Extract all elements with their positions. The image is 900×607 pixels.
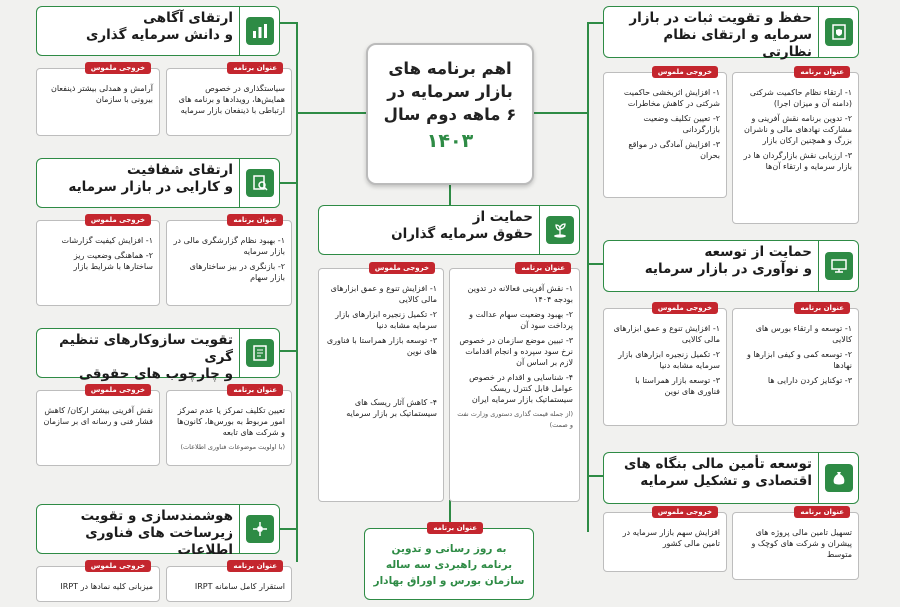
program-item: ۱- نقش آفرینی فعالانه در تدوین بودجه ۱۴۰۴	[467, 284, 573, 304]
output-item: ۱- افزایش اثربخشی حاکمیت شرکتی در کاهش مخاطرات	[623, 88, 720, 108]
left-program-card-2	[166, 216, 292, 306]
program-item: ۳- توکنایز کردن دارایی ها	[767, 376, 852, 385]
left-to-center	[296, 112, 366, 114]
output-item: ۱- افزایش کیفیت گزارشات	[61, 236, 153, 245]
right-output-card-1	[603, 68, 727, 198]
middle-output-card	[318, 264, 444, 502]
title-line: و کارایی در بازار سرمایه	[68, 179, 233, 195]
right-program-card-3	[732, 508, 859, 580]
output-item: ۲- تکمیل زنجیره ابزارهای بازار سرمایه مشابه دنیا	[618, 350, 720, 370]
title-line: و دانش سرمایه گذاری	[86, 27, 233, 43]
center-to-middle	[449, 185, 451, 205]
output-item: ۳- توسعه بازار همراستا با فناوری های نوین	[635, 376, 720, 396]
right-connector-1	[587, 22, 603, 24]
bottom-line: برنامه راهبردی سه ساله	[385, 559, 513, 571]
program-item: ۲- بازنگری در بیز ساختارهای بازار سهام	[189, 262, 285, 282]
program-note: (از جمله قیمت گذاری دستوری وزارت نفت و صمت)	[457, 410, 573, 429]
left-connector-3	[280, 350, 298, 352]
output-item: میزبانی کلیه نمادها در IRPT	[60, 582, 153, 591]
program-tag: عنوان برنامه	[227, 384, 283, 396]
left-connector-1	[280, 22, 298, 24]
output-item: ۳- افزایش آمادگی در مواقع بحران	[628, 140, 720, 160]
magnifier-doc-icon	[239, 159, 279, 207]
output-tag: خروجی ملموس	[85, 62, 151, 74]
program-item: تعیین تکلیف تمرکز یا عدم تمرکز امور مربوط به بورس‌ها، کانون‌ها و شرکت های تابعه	[176, 406, 285, 437]
program-item: ۴- شناسایی و اقدام در خصوص عوامل قابل کنترل ریسک سیستماتیک بازار سرمایه ایران	[469, 373, 573, 404]
middle-program-card	[449, 264, 580, 502]
title-line: حمایت از	[472, 209, 533, 225]
center-title-line-3: ۶ ماهه دوم سال	[383, 105, 517, 124]
program-item: ۲- توسعه کمی و کیفی ابزارها و نهادها	[746, 350, 852, 370]
program-tag: عنوان برنامه	[794, 302, 850, 314]
output-item: آرامش و همدلی بیشتر ذینفعان بیرونی با سازمان	[50, 84, 153, 104]
program-tag: عنوان برنامه	[794, 506, 850, 518]
title-line: توسعه تأمین مالی بنگاه های	[624, 456, 812, 472]
output-tag: خروجی ملموس	[652, 506, 718, 518]
output-tag: خروجی ملموس	[652, 302, 718, 314]
title-line: ارتقای آگاهی	[143, 10, 233, 26]
bottom-program-box	[364, 524, 534, 600]
right-output-card-3	[603, 508, 727, 572]
center-to-right	[534, 112, 588, 114]
left-program-card-3	[166, 386, 292, 466]
left-output-card-1	[36, 64, 160, 136]
output-item: ۴- کاهش آثار ریسک های سیستماتیک بر بازار سرمایه	[346, 398, 437, 418]
output-item: ۲- تعیین تکلیف وضعیت بازارگردانی	[643, 114, 720, 134]
title-line: و چارچوب های حقوقی	[78, 366, 233, 382]
left-title-regulation	[36, 328, 280, 382]
right-output-card-2	[603, 304, 727, 426]
program-tag: عنوان برنامه	[794, 66, 850, 78]
title-line: هوشمندسازی و تقویت	[80, 508, 233, 524]
left-connector-4	[280, 528, 298, 530]
left-program-card-4	[166, 562, 292, 602]
program-item: ۱- ارتقاء نظام حاکمیت شرکتی (دامنه آن و میزان اجرا)	[749, 88, 852, 108]
center-title-line-2: بازار سرمایه در	[387, 82, 513, 101]
output-tag: خروجی ملموس	[652, 66, 718, 78]
program-note: (با اولویت موضوعات فناوری اطلاعات)	[180, 443, 285, 451]
program-item: سیاستگذاری در خصوص همایش‌ها، رویدادها و برنامه های ارتباطی با ذینفعان بازار سرمایه	[178, 84, 285, 115]
circuit-icon	[239, 505, 279, 553]
program-item: ۲- بهبود وضعیت سهام عدالت و پرداخت سود آن	[469, 310, 573, 330]
output-item: ۱- افزایش تنوع و عمق ابزارهای مالی کالایی	[330, 284, 437, 304]
left-title-transparency	[36, 158, 280, 208]
program-item: تسهیل تامین مالی پروژه های پیشران و شرکت های کوچک و متوسط	[751, 528, 852, 559]
center-year: ۱۴۰۳	[426, 130, 474, 152]
shield-doc-icon	[818, 7, 858, 57]
title-line: ارتقای شفافیت	[126, 162, 233, 178]
program-tag: عنوان برنامه	[515, 262, 571, 274]
output-item: ۳- توسعه بازار همراستا با فناوری های نوین	[326, 336, 437, 356]
output-item: نقش آفرینی بیشتر ارکان/ کاهش فشار فنی و رسانه ای بر سازمان	[43, 406, 153, 426]
output-tag: خروجی ملموس	[369, 262, 435, 274]
program-item: ۱- توسعه و ارتقاء بورس های کالایی	[755, 324, 852, 344]
program-tag: عنوان برنامه	[227, 62, 283, 74]
left-connector-2	[280, 182, 298, 184]
left-output-card-2	[36, 216, 160, 306]
right-connector-3	[587, 475, 603, 477]
right-connector-2	[587, 263, 603, 265]
right-connector-trunk	[587, 22, 589, 532]
right-program-card-2	[732, 304, 859, 426]
title-line: تقویت سازوکارهای تنظیم گری	[59, 332, 233, 365]
bottom-line: به روز رسانی و تدوین	[391, 543, 507, 555]
program-item: ۳- ارزیابی نقش بازارگردان ها در بازار سرمایه و ارتقاء آن‌ها	[743, 151, 852, 171]
output-tag: خروجی ملموس	[85, 560, 151, 572]
title-line: و نوآوری در بازار سرمایه	[644, 261, 812, 277]
monitor-icon	[818, 241, 858, 291]
left-output-card-4	[36, 562, 160, 602]
right-program-card-1	[732, 68, 859, 224]
program-item: ۳- تبیین موضع سازمان در خصوص نرخ سود سپرده و انجام اقدامات لازم بر اساس آن	[459, 336, 573, 367]
left-title-it	[36, 504, 280, 558]
title-line: سرمایه و ارتقای نظام نظارتی	[663, 27, 812, 60]
chart-bars-icon	[239, 7, 279, 55]
output-item: ۲- تکمیل زنجیره ابزارهای بازار سرمایه مشابه دنیا	[335, 310, 437, 330]
center-title-box	[366, 43, 534, 185]
program-tag: عنوان برنامه	[227, 560, 283, 572]
right-title-innovation	[603, 240, 859, 292]
left-title-awareness	[36, 6, 280, 56]
program-item: ۲- تدوین برنامه نقش آفرینی و مشارکت نهادهای مالی و ناشران بزرگ و همچنین ارکان بازار	[744, 114, 852, 145]
left-output-card-3	[36, 386, 160, 466]
output-item: ۱- افزایش تنوع و عمق ابزارهای مالی کالایی	[613, 324, 720, 344]
money-bag-icon	[818, 453, 858, 503]
left-program-card-1	[166, 64, 292, 136]
title-line: اقتصادی و تشکیل سرمایه	[640, 473, 812, 489]
right-title-stability	[603, 6, 859, 58]
title-line: حفظ و تقویت ثبات در بازار	[629, 10, 812, 26]
output-tag: خروجی ملموس	[85, 384, 151, 396]
right-title-financing	[603, 452, 859, 504]
title-line: زیرساخت های فناوری اطلاعات	[85, 525, 233, 558]
program-item: استقرار کامل سامانه IRPT	[194, 582, 285, 591]
left-connector-trunk	[296, 22, 298, 562]
middle-title-investor-rights	[318, 205, 580, 255]
program-tag: عنوان برنامه	[227, 214, 283, 226]
document-icon	[239, 329, 279, 377]
center-title-line-1: اهم برنامه های	[388, 59, 512, 78]
output-item: ۲- هماهنگی وضعیت ریز ساختارها با شرایط بازار	[73, 251, 153, 271]
bottom-line: سازمان بورس و اوراق بهادار	[373, 575, 525, 587]
program-item: ۱- بهبود نظام گزارشگری مالی در بازار سرمایه	[173, 236, 285, 256]
title-line: حقوق سرمایه گذاران	[391, 226, 533, 242]
output-tag: خروجی ملموس	[85, 214, 151, 226]
title-line: حمایت از توسعه	[704, 244, 812, 260]
output-item: افزایش سهم بازار سرمایه در تامین مالی کشور	[622, 528, 720, 548]
plant-coins-icon	[539, 206, 579, 254]
program-tag: عنوان برنامه	[427, 522, 483, 534]
